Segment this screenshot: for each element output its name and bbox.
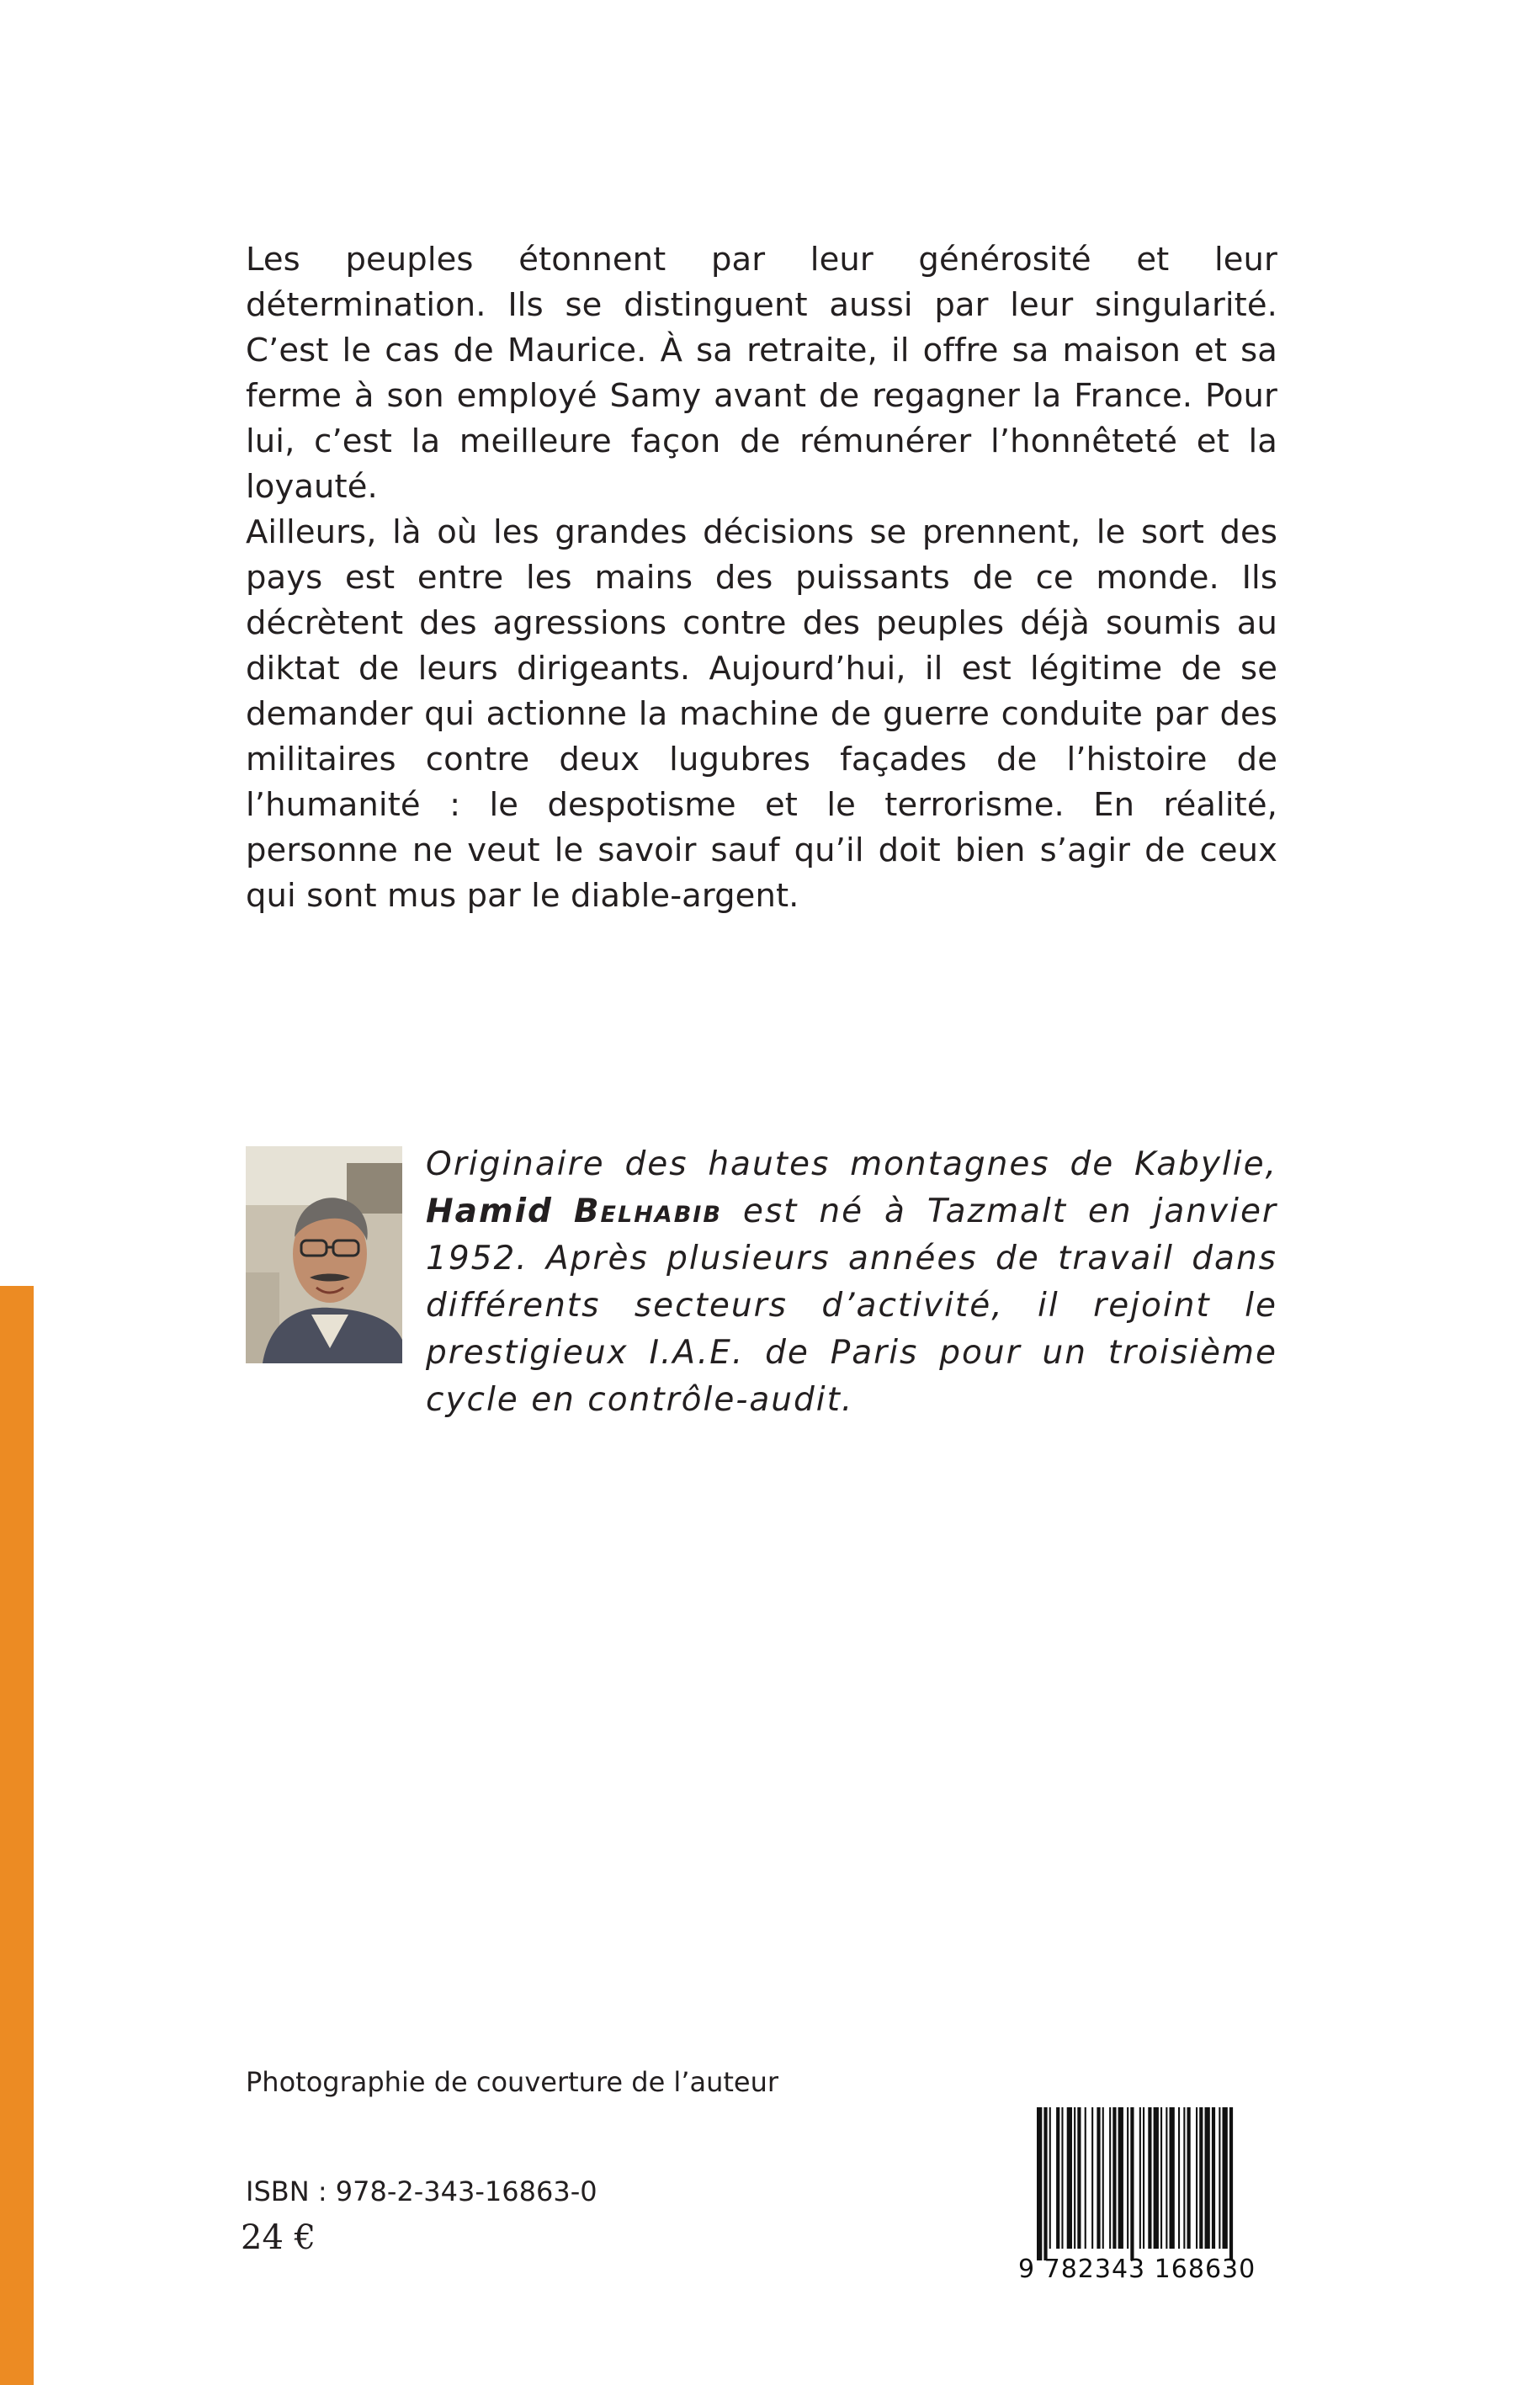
barcode-bar: [1074, 2107, 1075, 2249]
bio-rest: est né à Tazmalt en janvier 1952. Après plusieurs années de travail dans différents secteurs d’activité, il rejoint le prestigieux I.A.E. de Paris pour un troisième cycle en contrôle-audit.: [426, 1192, 1277, 1419]
author-last-name: Belhabib: [573, 1192, 722, 1230]
author-photo: [246, 1146, 402, 1363]
barcode-bar: [1212, 2107, 1215, 2249]
barcode-bar: [1148, 2107, 1151, 2249]
barcode-bar: [1049, 2107, 1051, 2249]
barcode-bar: [1205, 2107, 1210, 2249]
barcode-bar: [1061, 2107, 1063, 2249]
barcode-bar: [1097, 2107, 1100, 2249]
barcode-bar: [1118, 2107, 1123, 2249]
bio-intro: Originaire des hautes montagnes de Kabylie,: [426, 1145, 1277, 1183]
barcode-bar: [1143, 2107, 1144, 2249]
price: 24 €: [241, 2218, 316, 2257]
barcode-bar: [1067, 2107, 1072, 2249]
barcode-bar: [1091, 2107, 1093, 2249]
barcode-bar: [1154, 2107, 1159, 2249]
barcode-bar: [1229, 2107, 1233, 2260]
barcode-bar: [1130, 2107, 1134, 2260]
barcode-bar: [1127, 2107, 1128, 2249]
barcode-digits: 9 782343 168630: [1018, 2255, 1256, 2284]
barcode-bar: [1187, 2107, 1191, 2249]
barcode-bar: [1085, 2107, 1086, 2249]
barcode-bar: [1113, 2107, 1116, 2249]
barcode-bar: [1037, 2107, 1042, 2260]
summary-paragraph-2: Ailleurs, là où les grandes décisions se prennent, le sort des pays est entre les mains des puissants de ce monde. Ils décrètent des agressions contre des peuples déjà soumis au diktat de leurs dirigeants. Aujourd’hui, il est légitime de se demander qui actionne la machine de guerre conduite par des militaires contre deux lugubres façades de l’histoire de l’humanité : le despotisme et le terrorisme. En réalité, personne ne veut le savoir sauf qu’il doit bien s’agir de ceux qui sont mus par le diable-argent.: [246, 513, 1277, 915]
isbn: ISBN : 978-2-343-16863-0: [246, 2175, 597, 2207]
author-bio: [426, 1141, 1277, 1424]
barcode-bar: [1196, 2107, 1197, 2249]
barcode-bar: [1223, 2107, 1228, 2249]
barcode-bar: [1139, 2107, 1141, 2249]
barcode-bar: [1166, 2107, 1167, 2249]
barcode-bar: [1199, 2107, 1203, 2249]
barcode-bar: [1178, 2107, 1180, 2249]
barcode-bar: [1077, 2107, 1081, 2249]
accent-bar: [0, 1286, 34, 2385]
barcode-bar: [1109, 2107, 1111, 2249]
barcode-bar: [1043, 2107, 1047, 2260]
isbn-barcode: [1018, 2107, 1286, 2260]
photo-credit: Photographie de couverture de l’auteur: [246, 2066, 779, 2098]
barcode-bar: [1102, 2107, 1104, 2249]
barcode-bar: [1056, 2107, 1059, 2249]
barcode-bar: [1170, 2107, 1175, 2249]
barcode-bar: [1160, 2107, 1162, 2249]
summary-paragraph-1: Les peuples étonnent par leur générosité et leur détermination. Ils se distinguent aussi par leur singularité. C’est le cas de Maurice. À sa retraite, il offre sa maison et sa ferme à son employé Samy avant de regagner la France. Pour lui, c’est la meilleure façon de rémunérer l’honnêteté et la loyauté.: [246, 241, 1277, 506]
barcode-bar: [1183, 2107, 1185, 2249]
author-first-name: Hamid: [426, 1192, 553, 1230]
barcode-bar: [1219, 2107, 1220, 2249]
